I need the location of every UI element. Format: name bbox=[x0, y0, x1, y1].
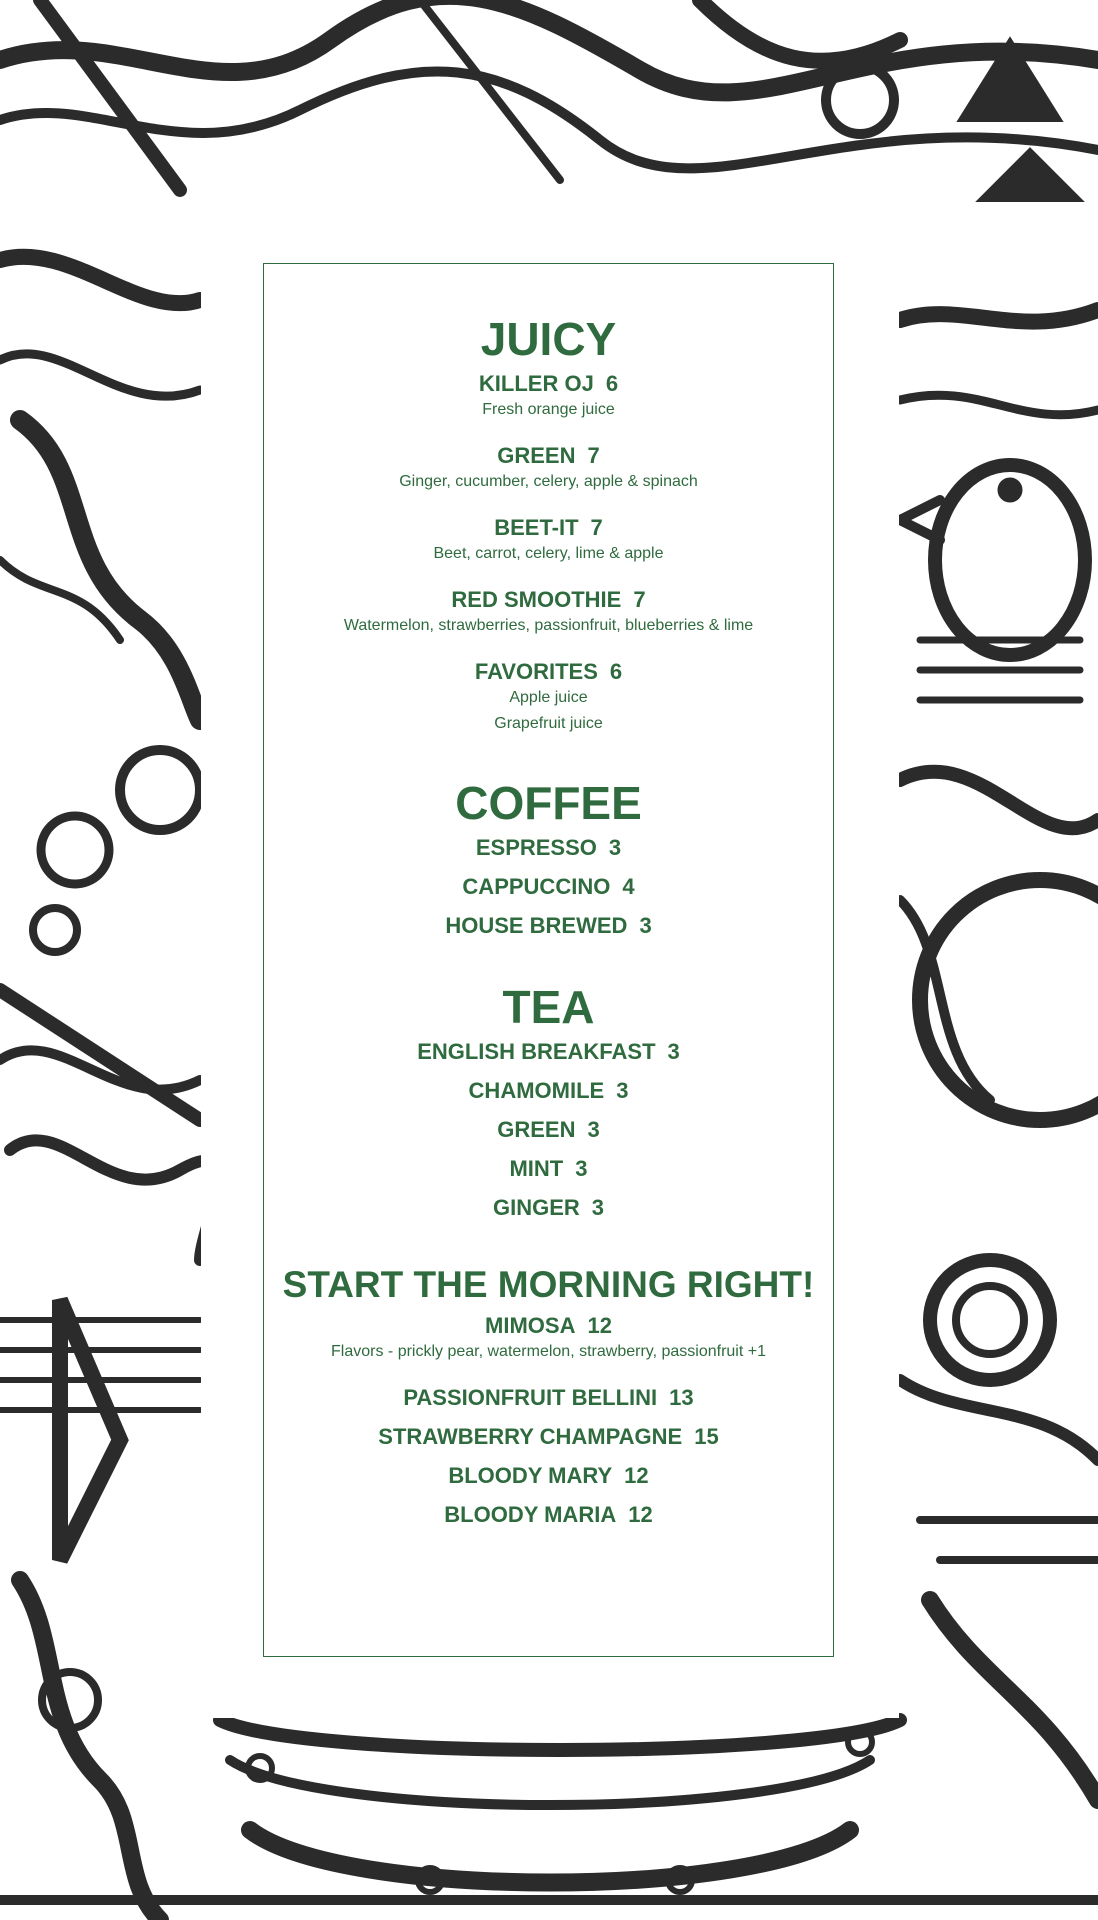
menu-item bbox=[263, 515, 834, 567]
item-name: BLOODY MARY bbox=[448, 1463, 613, 1488]
item-price: 3 bbox=[575, 1156, 588, 1181]
item-price: 3 bbox=[616, 1078, 629, 1103]
item-name: ENGLISH BREAKFAST bbox=[417, 1039, 656, 1064]
section-title: JUICY bbox=[480, 313, 617, 365]
item-price: 15 bbox=[694, 1424, 719, 1449]
item-name: BEET-IT bbox=[494, 515, 579, 540]
item-price: 3 bbox=[639, 913, 652, 938]
menu-item bbox=[263, 371, 834, 423]
item-name: GREEN bbox=[497, 443, 576, 468]
menu-item bbox=[263, 587, 834, 639]
item-description: Fresh orange juice bbox=[482, 401, 615, 418]
menu-item bbox=[263, 835, 834, 861]
menu-item bbox=[263, 1463, 834, 1489]
item-name: GREEN bbox=[497, 1117, 576, 1142]
menu-item bbox=[263, 1039, 834, 1065]
item-name: PASSIONFRUIT BELLINI bbox=[403, 1385, 658, 1410]
item-name: CHAMOMILE bbox=[468, 1078, 605, 1103]
item-name: MINT bbox=[509, 1156, 564, 1181]
item-description: Grapefruit juice bbox=[494, 715, 603, 732]
item-price: 12 bbox=[628, 1502, 653, 1527]
item-price: 4 bbox=[622, 874, 635, 899]
item-name: STRAWBERRY CHAMPAGNE bbox=[378, 1424, 683, 1449]
item-price: 6 bbox=[605, 371, 619, 396]
item-name: MIMOSA bbox=[485, 1313, 576, 1338]
item-price: 3 bbox=[591, 1195, 605, 1220]
menu-item bbox=[263, 1117, 834, 1143]
item-name: RED SMOOTHIE bbox=[451, 587, 622, 612]
item-price: 7 bbox=[587, 443, 600, 468]
item-price: 7 bbox=[633, 587, 646, 612]
item-name: FAVORITES bbox=[474, 659, 598, 684]
menu-item bbox=[263, 1385, 834, 1411]
menu-item bbox=[263, 874, 834, 900]
menu-item bbox=[263, 1195, 834, 1221]
item-description: Watermelon, strawberries, passionfruit, blueberries & lime bbox=[343, 617, 754, 634]
item-price: 6 bbox=[609, 659, 623, 684]
item-price: 12 bbox=[587, 1313, 612, 1338]
section-title: COFFEE bbox=[455, 777, 642, 829]
section-tea bbox=[263, 981, 834, 1221]
section-title: START THE MORNING RIGHT! bbox=[282, 1264, 815, 1305]
item-name: HOUSE BREWED bbox=[445, 913, 628, 938]
item-name: ESPRESSO bbox=[475, 835, 597, 860]
item-description: Apple juice bbox=[509, 689, 588, 706]
section-coffee bbox=[263, 777, 834, 939]
item-name: BLOODY MARIA bbox=[444, 1502, 617, 1527]
menu-item bbox=[263, 1078, 834, 1104]
menu-item bbox=[263, 1313, 834, 1365]
section-title: TEA bbox=[502, 981, 595, 1033]
menu-item bbox=[263, 1502, 834, 1528]
item-description: Beet, carrot, celery, lime & apple bbox=[433, 545, 664, 562]
section-morning-cocktails bbox=[263, 1263, 834, 1528]
item-price: 7 bbox=[590, 515, 603, 540]
item-price: 3 bbox=[608, 835, 622, 860]
item-price: 3 bbox=[667, 1039, 680, 1064]
menu-item bbox=[263, 659, 834, 737]
section-juicy bbox=[263, 313, 834, 737]
item-price: 13 bbox=[669, 1385, 694, 1410]
item-description: Ginger, cucumber, celery, apple & spinach bbox=[399, 473, 698, 490]
drink-menu bbox=[263, 263, 834, 1528]
item-name: KILLER OJ bbox=[478, 371, 594, 396]
menu-item bbox=[263, 913, 834, 939]
menu-item bbox=[263, 1156, 834, 1182]
item-name: CAPPUCCINO bbox=[462, 874, 611, 899]
item-price: 12 bbox=[624, 1463, 649, 1488]
item-name: GINGER bbox=[492, 1195, 580, 1220]
item-price: 3 bbox=[587, 1117, 600, 1142]
item-description: Flavors - prickly pear, watermelon, strawberry, passionfruit +1 bbox=[331, 1343, 766, 1360]
menu-item bbox=[263, 443, 834, 495]
menu-item bbox=[263, 1424, 834, 1450]
